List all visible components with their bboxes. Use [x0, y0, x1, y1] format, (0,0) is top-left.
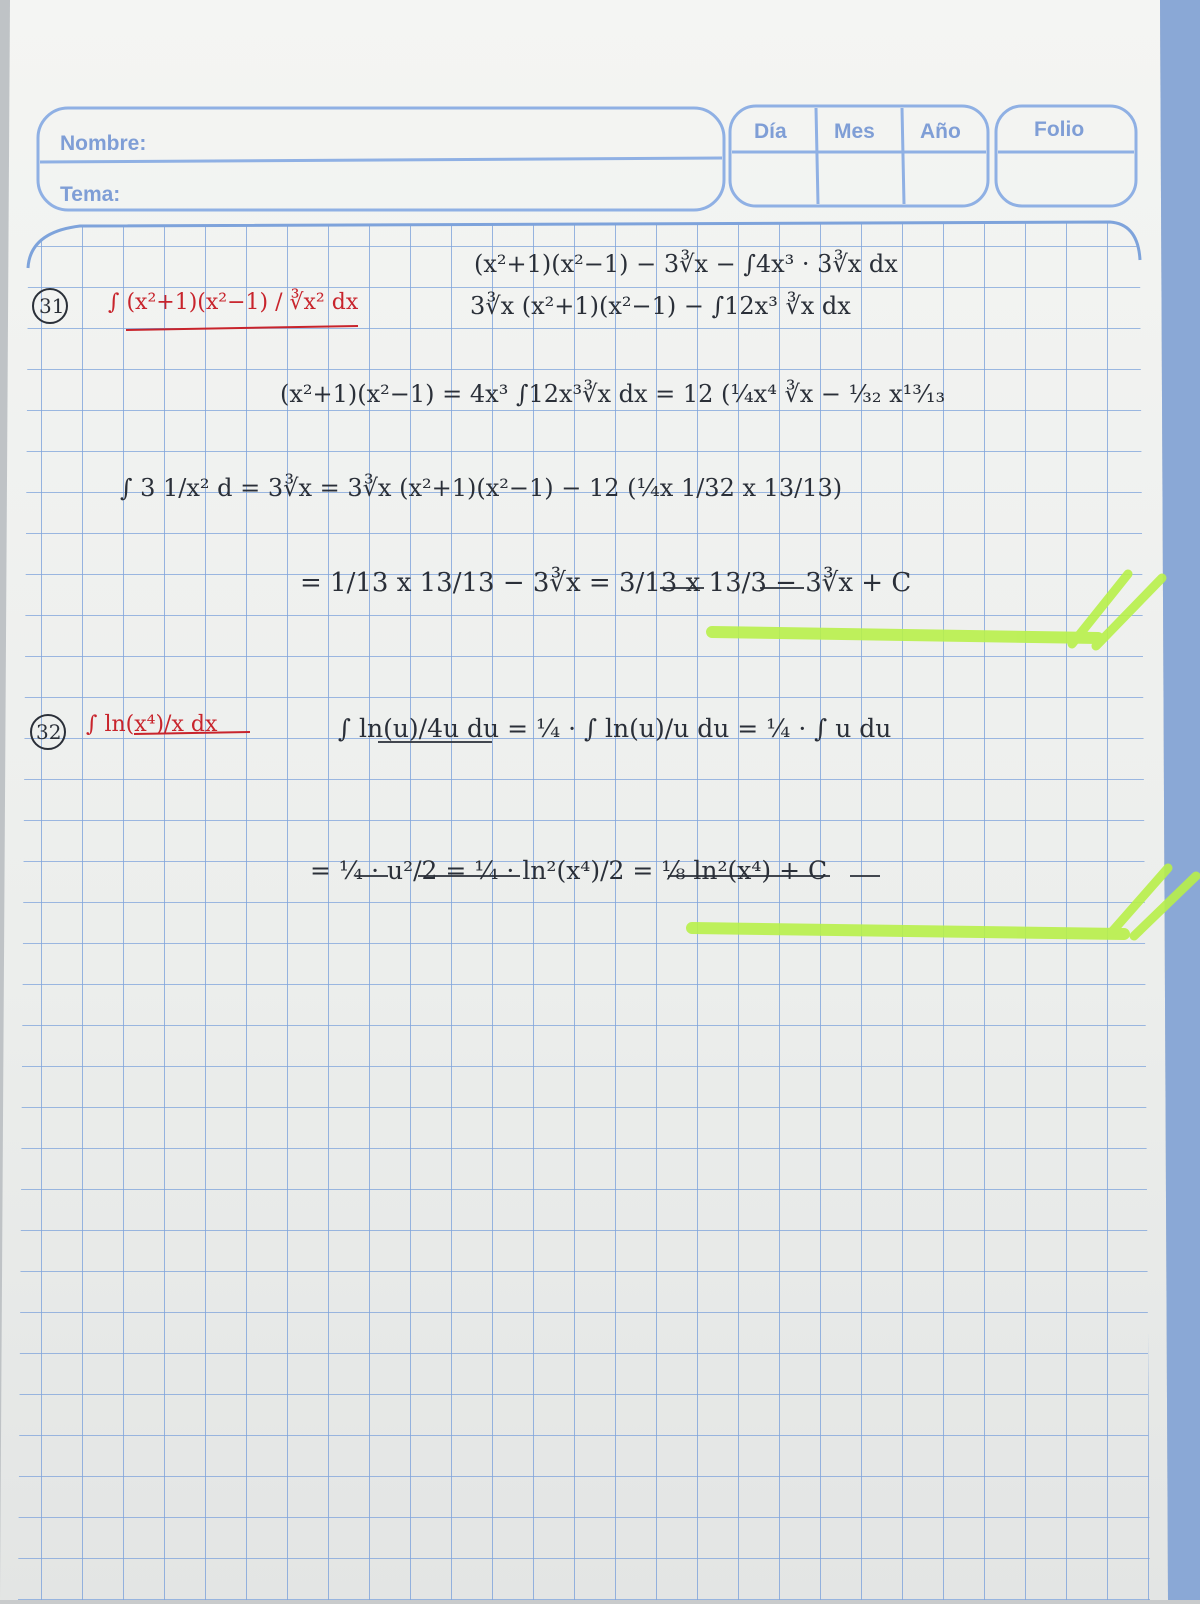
day-label: Día [754, 120, 787, 143]
problem-question: ∫ ln(x⁴)/x dx [86, 712, 218, 737]
year-label: Año [920, 120, 961, 143]
name-label: Nombre: [60, 132, 147, 155]
solution-line: ∫ ln(u)/4u du = ¼ · ∫ ln(u)/u du = ¼ · ∫ u du [338, 714, 892, 743]
problem-question: ∫ (x²+1)(x²−1) / ∛x² dx [108, 290, 359, 315]
solution-line: = 1/13 x 13/13 − 3∛x = 3/13 x 13/3 − 3∛x + C [300, 568, 912, 598]
solution-line: ∫ 3 1/x² d = 3∛x = 3∛x (x²+1)(x²−1) − 12 (¼x 1/32 x 13/13) [120, 474, 843, 502]
solution-line: (x²+1)(x²−1) − 3∛x − ∫4x³ · 3∛x dx [474, 250, 898, 278]
month-label: Mes [834, 120, 875, 143]
solution-line: = ¼ · u²/2 = ¼ · ln²(x⁴)/2 = ⅛ ln²(x⁴) + C [310, 856, 828, 885]
problem-number: 32 [36, 720, 62, 744]
folio-label: Folio [1034, 118, 1085, 141]
topic-label: Tema: [60, 183, 121, 206]
solution-line: 3∛x (x²+1)(x²−1) − ∫12x³ ∛x dx [470, 292, 851, 320]
problem-number: 31 [39, 294, 65, 318]
solution-line: (x²+1)(x²−1) = 4x³ ∫12x³∛x dx = 12 (¼x⁴ ∛x − ¹⁄₃₂ x¹³⁄₁₃ [280, 380, 946, 408]
grid-paper [18, 222, 1150, 1600]
